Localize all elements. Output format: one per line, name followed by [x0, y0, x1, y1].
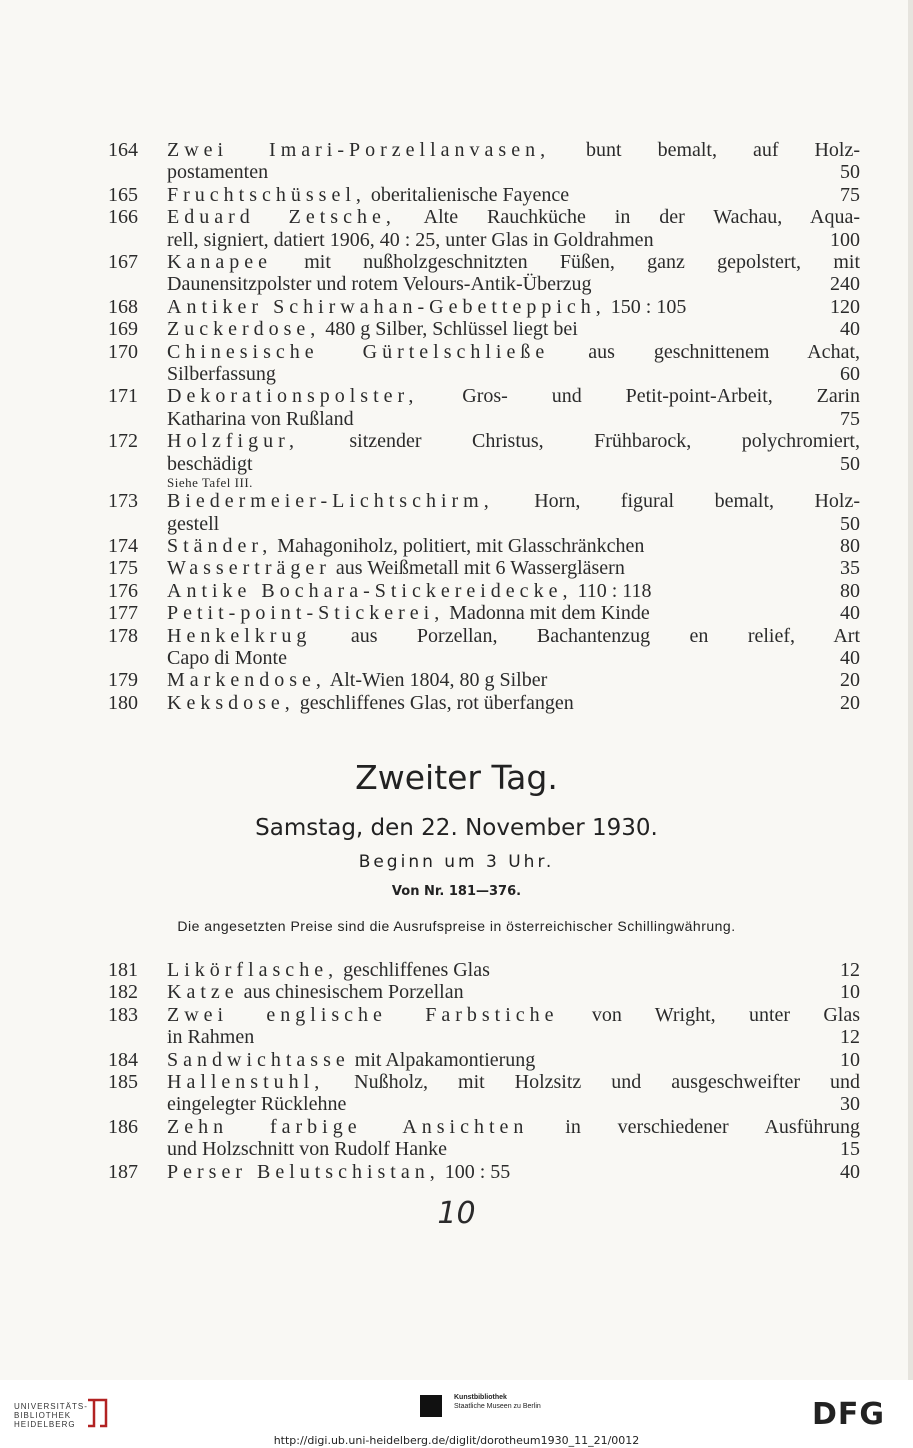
- price-note: Die angesetzten Preise sind die Ausrufspreise in österreichischer Schillingwährung.: [177, 918, 736, 934]
- lot-price: 50: [840, 452, 860, 475]
- catalog-entry: [108, 535, 860, 557]
- catalog-list-top: [108, 139, 860, 714]
- lot-title: Wasserträger: [167, 557, 331, 580]
- lot-description: postamenten: [167, 161, 269, 184]
- entry-line: [167, 1116, 860, 1138]
- catalog-entry: [108, 625, 860, 670]
- entry-text: [167, 363, 276, 385]
- lot-description: Horn, figural bemalt, Holz-: [493, 490, 860, 513]
- entry-text: [167, 408, 354, 430]
- entry-text: [167, 580, 652, 602]
- lot-price: 15: [840, 1138, 860, 1161]
- lot-title: Zwei Imari-Porzellanvasen,: [167, 139, 551, 161]
- lot-description: 150 : 105: [605, 295, 687, 318]
- lot-number: 186: [108, 1115, 138, 1138]
- entry-line: [167, 206, 860, 228]
- lot-description: Capo di Monte: [167, 646, 287, 669]
- university-library-logo-text: [14, 1402, 88, 1429]
- lot-description: geschliffenes Glas: [338, 959, 490, 981]
- catalog-entry: [108, 1004, 860, 1049]
- catalog-entry: [108, 580, 860, 602]
- entry-text: [167, 273, 592, 295]
- lot-title: Kanapee: [167, 251, 272, 274]
- entry-text: [167, 318, 578, 340]
- university-logo-icon: [84, 1396, 112, 1430]
- entry-line: [167, 229, 860, 251]
- lot-price: 40: [840, 602, 860, 625]
- lot-number: 173: [108, 490, 138, 513]
- lot-number: 167: [108, 251, 138, 274]
- entry-text: [167, 341, 860, 363]
- entry-line: [167, 557, 860, 579]
- entry-text: [167, 430, 860, 452]
- kunstbibliothek-name: Kunstbibliothek: [454, 1394, 507, 1401]
- catalog-entry: [108, 981, 860, 1003]
- lot-number: 183: [108, 1003, 138, 1026]
- catalog-entry: [108, 206, 860, 251]
- lot-description: oberitalienische Fayence: [365, 183, 570, 206]
- entry-text: [167, 206, 860, 228]
- entry-text: [167, 453, 253, 475]
- lot-title: Dekorationspolster,: [167, 385, 419, 408]
- catalog-entry: [108, 490, 860, 535]
- entry-line: [167, 408, 860, 430]
- kunstbibliothek-subtitle: Staatliche Museen zu Berlin: [454, 1403, 541, 1410]
- entry-line: [167, 1049, 860, 1071]
- catalog-entry: [108, 959, 860, 981]
- entry-text: [167, 1161, 510, 1183]
- lot-description: in Rahmen: [167, 1026, 255, 1049]
- entry-text: [167, 139, 860, 161]
- lot-title: Zwei englische Farbstiche: [167, 1003, 559, 1026]
- lot-description: Mahagoniholz, politiert, mit Glasschränkchen: [272, 534, 645, 557]
- lot-description: aus chinesischem Porzellan: [238, 981, 464, 1004]
- entry-line: [167, 385, 860, 407]
- lot-number: 180: [108, 691, 138, 714]
- lot-price: 12: [840, 1026, 860, 1049]
- catalog-entry: [108, 1161, 860, 1183]
- entry-text: [167, 1116, 860, 1138]
- lot-number: 181: [108, 959, 138, 981]
- section-title: Zweiter Tag.: [355, 758, 558, 797]
- entry-text: [167, 669, 547, 691]
- lot-number: 182: [108, 981, 138, 1004]
- lot-description: eingelegter Rücklehne: [167, 1093, 347, 1116]
- lot-title: Antiker Schirwahan-Gebetteppich,: [167, 295, 606, 318]
- lot-title: Petit-point-Stickerei,: [167, 602, 445, 625]
- entry-text: [167, 161, 268, 183]
- lot-number: 165: [108, 183, 138, 206]
- lot-title: Zehn farbige Ansichten: [167, 1115, 529, 1138]
- lot-number: 178: [108, 624, 138, 647]
- entry-text: [167, 625, 860, 647]
- dfg-logo: DFG: [812, 1397, 886, 1432]
- catalog-entry: [108, 430, 860, 490]
- lot-description: Madonna mit dem Kinde: [444, 602, 650, 625]
- entry-line: [167, 1093, 860, 1115]
- lot-description: Silberfassung: [167, 363, 276, 386]
- entry-line: [167, 647, 860, 669]
- catalog-entry: [108, 184, 860, 206]
- entry-text: [167, 557, 625, 579]
- entry-line: [167, 513, 860, 535]
- lot-price: 40: [840, 646, 860, 669]
- entry-line: [167, 535, 860, 557]
- lot-price: 40: [840, 1160, 860, 1183]
- lot-description: gestell: [167, 512, 220, 535]
- catalog-entry: [108, 139, 860, 184]
- lot-number: 187: [108, 1160, 138, 1183]
- catalog-entry: [108, 251, 860, 296]
- lot-title: Henkelkrug: [167, 624, 312, 647]
- entry-text: [167, 1138, 447, 1160]
- lot-title: Markendose,: [167, 669, 326, 692]
- lot-number: 175: [108, 557, 138, 580]
- lot-price: 60: [840, 363, 860, 386]
- lot-number: 179: [108, 669, 138, 692]
- catalog-entry: [108, 692, 860, 714]
- lot-title: Eduard Zetsche,: [167, 206, 396, 229]
- university-line: HEIDELBERG: [14, 1420, 76, 1429]
- lot-price: 80: [840, 579, 860, 602]
- lot-description: bunt bemalt, auf Holz-: [550, 139, 860, 161]
- lot-price: 100: [830, 228, 860, 251]
- entry-line: [167, 296, 860, 318]
- catalog-list-bottom: [108, 959, 860, 1183]
- entry-text: [167, 647, 287, 669]
- lot-title: Holzfigur,: [167, 430, 299, 453]
- lot-description: in verschiedener Ausführung: [528, 1115, 861, 1138]
- university-line: UNIVERSITÄTS-: [14, 1402, 88, 1411]
- lot-description: aus geschnittenem Achat,: [549, 340, 860, 363]
- section-number-range: Von Nr. 181—376.: [391, 884, 522, 899]
- lot-title: Antike Bochara-Stickereidecke,: [167, 579, 573, 602]
- lot-description: Katharina von Rußland: [167, 407, 354, 430]
- lot-description: 100 : 55: [439, 1160, 511, 1183]
- entry-text: [167, 385, 860, 407]
- entry-line: [167, 580, 860, 602]
- entry-text: [167, 981, 464, 1003]
- entry-line: [167, 1004, 860, 1026]
- entry-line: [167, 602, 860, 624]
- lot-title: Likörflasche,: [167, 959, 339, 981]
- section-begin-time: Beginn um 3 Uhr.: [358, 852, 555, 872]
- entry-line: [167, 273, 860, 295]
- lot-description: 110 : 118: [572, 579, 652, 602]
- entry-line: [167, 981, 860, 1003]
- entry-text: [167, 1093, 346, 1115]
- lot-description: Daunensitzpolster und rotem Velours-Antik-Überzug: [167, 273, 592, 296]
- catalog-entry: [108, 318, 860, 340]
- catalog-entry: [108, 296, 860, 318]
- lot-title: Ständer,: [167, 534, 273, 557]
- catalog-entry: [108, 1071, 860, 1116]
- entry-line: [167, 692, 860, 714]
- lot-price: 10: [840, 1048, 860, 1071]
- lot-description: 480 g Silber, Schlüssel liegt bei: [320, 318, 578, 341]
- lot-price: 20: [840, 669, 860, 692]
- catalog-entry: [108, 1049, 860, 1071]
- entry-text: [167, 251, 860, 273]
- lot-title: Katze: [167, 981, 239, 1004]
- catalog-entry: [108, 385, 860, 430]
- entry-text: [167, 1004, 860, 1026]
- lot-price: 35: [840, 557, 860, 580]
- footer-bar: [0, 1380, 913, 1448]
- lot-description: Alte Rauchküche in der Wachau, Aqua-: [395, 206, 860, 229]
- plate-reference: Siehe Tafel III.: [167, 475, 253, 491]
- lot-description: Gros- und Petit-point-Arbeit, Zarin: [418, 385, 860, 408]
- lot-description: beschädigt: [167, 452, 253, 475]
- lot-number: 171: [108, 385, 138, 408]
- entry-line: [167, 161, 860, 183]
- entry-line: [167, 959, 860, 981]
- catalog-entry: [108, 669, 860, 691]
- lot-description: mit Alpakamontierung: [349, 1048, 536, 1071]
- entry-line: [167, 1161, 860, 1183]
- entry-text: [167, 184, 569, 206]
- lot-number: 185: [108, 1071, 138, 1094]
- entry-line: [167, 251, 860, 273]
- lot-description: aus Porzellan, Bachantenzug en relief, Art: [311, 624, 860, 647]
- entry-text: [167, 1049, 535, 1071]
- kunstbibliothek-mark-icon: [420, 1395, 442, 1417]
- lot-number: 174: [108, 534, 138, 557]
- entry-text: [167, 959, 490, 981]
- entry-text: [167, 1071, 860, 1093]
- lot-price: 80: [840, 534, 860, 557]
- lot-number: 168: [108, 295, 138, 318]
- lot-price: 75: [840, 183, 860, 206]
- entry-text: [167, 513, 219, 535]
- lot-number: 164: [108, 139, 138, 161]
- lot-title: Zuckerdose,: [167, 318, 321, 341]
- lot-number: 177: [108, 602, 138, 625]
- lot-number: 176: [108, 579, 138, 602]
- lot-price: 120: [830, 295, 860, 318]
- entry-line: [167, 1026, 860, 1048]
- lot-number: 172: [108, 430, 138, 453]
- lot-description: Alt-Wien 1804, 80 g Silber: [325, 669, 548, 692]
- section-date: Samstag, den 22. November 1930.: [255, 815, 658, 841]
- lot-title: Hallenstuhl,: [167, 1071, 325, 1094]
- entry-text: [167, 692, 574, 714]
- lot-description: sitzender Christus, Frühbarock, polychromiert,: [298, 430, 860, 453]
- lot-description: geschliffenes Glas, rot überfangen: [294, 691, 574, 714]
- entry-line: [167, 430, 860, 452]
- catalog-entry: [108, 602, 860, 624]
- lot-number: 170: [108, 340, 138, 363]
- catalog-entry: [108, 341, 860, 386]
- lot-price: 30: [840, 1093, 860, 1116]
- lot-title: Sandwichtasse: [167, 1048, 350, 1071]
- lot-title: Keksdose,: [167, 691, 295, 714]
- lot-title: Chinesische Gürtelschließe: [167, 340, 550, 363]
- source-url-link[interactable]: http://digi.ub.uni-heidelberg.de/diglit/dorotheum1930_11_21/0012: [273, 1434, 640, 1447]
- entry-text: [167, 490, 860, 512]
- entry-line: [167, 669, 860, 691]
- lot-description: und Holzschnitt von Rudolf Hanke: [167, 1138, 447, 1161]
- lot-price: 50: [840, 161, 860, 184]
- lot-price: 10: [840, 981, 860, 1004]
- lot-title: Biedermeier-Lichtschirm,: [167, 490, 494, 513]
- lot-title: Perser Belutschistan,: [167, 1160, 440, 1183]
- entry-line: [167, 1138, 860, 1160]
- entry-text: [167, 1026, 254, 1048]
- lot-description: von Wright, unter Glas: [558, 1003, 860, 1026]
- entry-line: [167, 625, 860, 647]
- lot-number: 184: [108, 1048, 138, 1071]
- lot-description: aus Weißmetall mit 6 Wassergläsern: [330, 557, 625, 580]
- lot-price: 50: [840, 512, 860, 535]
- lot-price: 240: [830, 273, 860, 296]
- catalog-entry: [108, 1116, 860, 1161]
- lot-description: rell, signiert, datiert 1906, 40 : 25, unter Glas in Goldrahmen: [167, 228, 654, 251]
- university-line: BIBLIOTHEK: [14, 1411, 72, 1420]
- entry-text: [167, 535, 644, 557]
- lot-price: 75: [840, 407, 860, 430]
- page-number: 10: [437, 1196, 476, 1231]
- entry-line: [167, 363, 860, 385]
- entry-line: [167, 453, 860, 475]
- entry-text: [167, 296, 686, 318]
- entry-line: [167, 1071, 860, 1093]
- lot-price: 20: [840, 691, 860, 714]
- entry-line: [167, 490, 860, 512]
- entry-line: [167, 341, 860, 363]
- lot-description: Nußholz, mit Holzsitz und ausgeschweifter und: [324, 1071, 860, 1094]
- catalog-entry: [108, 557, 860, 579]
- lot-description: mit nußholzgeschnitzten Füßen, ganz gepolstert, mit: [271, 251, 860, 274]
- lot-price: 12: [840, 959, 860, 981]
- page-edge: [908, 0, 913, 1380]
- lot-number: 169: [108, 318, 138, 341]
- entry-text: [167, 602, 650, 624]
- entry-line: [167, 184, 860, 206]
- lot-number: 166: [108, 206, 138, 229]
- entry-text: [167, 229, 654, 251]
- entry-line: [167, 139, 860, 161]
- lot-price: 40: [840, 318, 860, 341]
- entry-line: [167, 318, 860, 340]
- lot-title: Fruchtschüssel,: [167, 183, 366, 206]
